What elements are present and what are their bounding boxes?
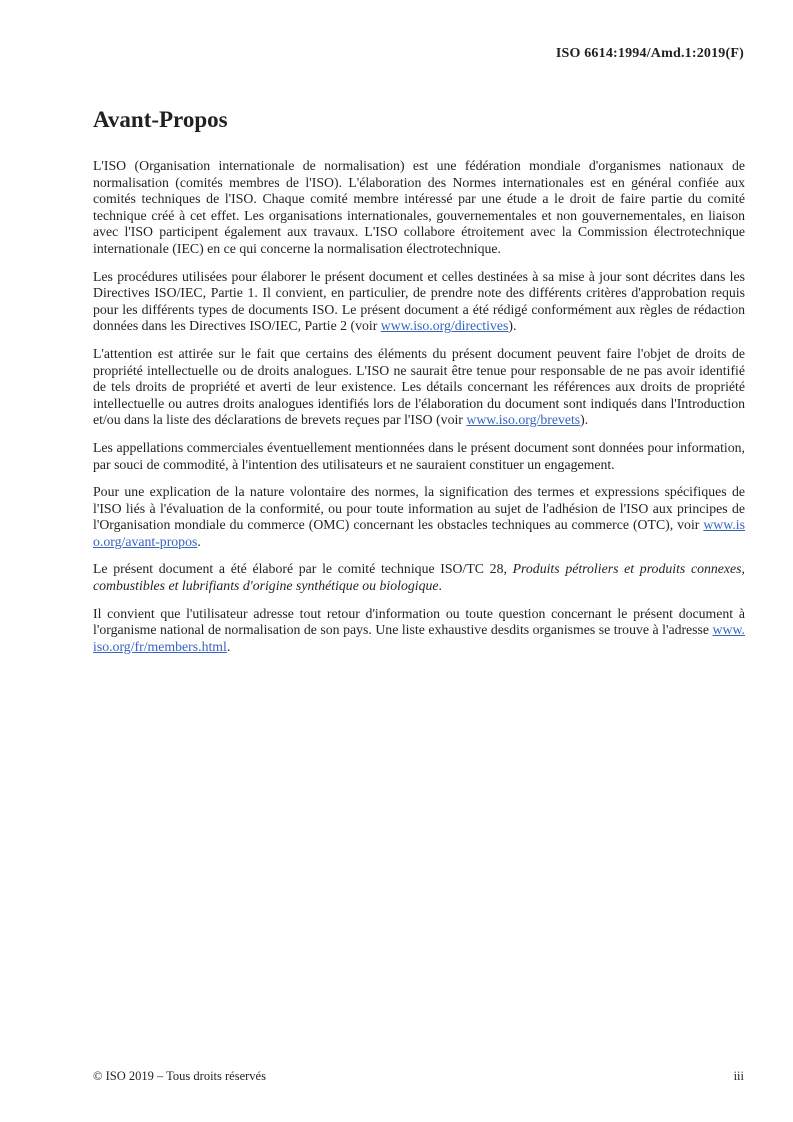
document-reference-header: ISO 6614:1994/Amd.1:2019(F) (555, 46, 744, 61)
text-segment: Pour une explication de la nature volontaire des normes, la signification des termes et expressions spécifiques de l'ISO liés à l'évaluation de la conformité, ou pour toute information au sujet de l'adhésion de l'ISO aux principes de l'Organisation mondiale du commerce (OMC) concernant les obstacles techniques au commerce (OTC), voir (93, 484, 745, 533)
committee-title-italic: Produits pétroliers et produits connexes, combustibles et lubrifiants d'origine synthétique ou biologique (93, 561, 745, 594)
copyright-notice: © ISO 2019 – Tous droits réservés (93, 1069, 266, 1083)
paragraph-patent-rights (93, 346, 745, 429)
link-iso-directives[interactable]: www.iso.org/directives (380, 318, 509, 334)
paragraph-procedures (93, 269, 745, 335)
text-segment: . (438, 578, 442, 594)
page-content (93, 106, 745, 666)
paragraph-voluntary-nature (93, 484, 745, 550)
text-segment: Les appellations commerciales éventuellement mentionnées dans le présent document sont données pour information, par souci de commodité, à l'intention des utilisateurs et ne sauraient constituer un engagement. (93, 439, 745, 472)
text-segment: L'ISO (Organisation internationale de normalisation) est une fédération mondiale d'organismes nationaux de normalisation (comités membres de l'ISO). L'élaboration des Normes internationales est en général confiée aux comités techniques de l'ISO. Chaque comité membre intéressé par une étude a le droit de faire partie du comité technique créé à cet effet. Les organisations internationales, gouvernementales et non gouvernementales, en liaison avec l'ISO participent également aux travaux. L'ISO collabore étroitement avec la Commission électrotechnique internationale (IEC) en ce qui concerne la normalisation électrotechnique. (93, 158, 745, 256)
page-title: Avant-Propos (93, 107, 228, 132)
text-segment: ). (508, 318, 517, 334)
page-footer (93, 1069, 744, 1084)
paragraph-feedback (93, 606, 745, 656)
text-segment: . (197, 533, 201, 549)
text-segment: Il convient que l'utilisateur adresse tout retour d'information ou toute question concernant le présent document à l'organisme national de normalisation de son pays. Une liste exhaustive desdits organismes se trouve à l'adresse (93, 605, 745, 638)
paragraph-iso-foreword (93, 158, 745, 258)
text-segment: . (226, 638, 231, 654)
link-iso-brevets[interactable]: www.iso.org/brevets (466, 412, 581, 428)
paragraph-committee (93, 561, 745, 594)
link-iso-members[interactable]: www.iso.org/fr/members.html (93, 622, 745, 654)
text-segment: Le présent document a été élaboré par le comité technique ISO/TC 28, (93, 561, 513, 577)
text-segment: L'attention est attirée sur le fait que certains des éléments du présent document peuvent faire l'objet de droits de propriété intellectuelle ou de droits analogues. L'ISO ne saurait être tenue pour responsable de ne pas avoir identifié de tels droits de propriété et averti de leur existence. Les détails concernant les références aux droits de propriété intellectuelle ou autres droits analogues identifiés lors de l'élaboration du document sont indiqués dans l'Introduction et/ou dans la liste des déclarations de brevets reçues par l'ISO (voir (93, 345, 745, 428)
link-iso-avant-propos[interactable]: www.iso.org/avant-propos (93, 517, 745, 549)
paragraph-trade-names (93, 440, 745, 473)
text-segment: ). (580, 412, 589, 428)
text-segment: Les procédures utilisées pour élaborer le présent document et celles destinées à sa mise à jour sont décrites dans les Directives ISO/IEC, Partie 1. Il convient, en particulier, de prendre note des différents critères d'approbation requis pour les différents types de documents ISO. Le présent document a été rédigé conformément aux règles de rédaction données dans les Directives ISO/IEC, Partie 2 (voir (93, 268, 745, 334)
page-number: iii (733, 1069, 744, 1083)
